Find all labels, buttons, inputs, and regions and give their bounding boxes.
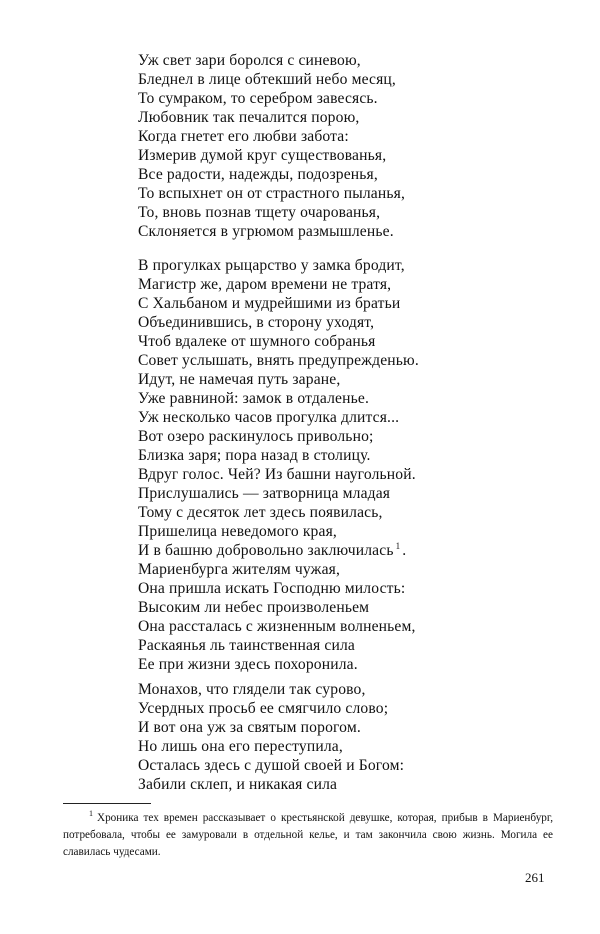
verse-line: Вот озеро раскинулось привольно; xyxy=(138,428,374,445)
verse-line: Но лишь она его переступила, xyxy=(138,738,343,755)
verse-line: Уже равниной: замок в отдаленье. xyxy=(138,390,369,407)
verse-line: И вот она уж за святым порогом. xyxy=(138,719,361,736)
verse-line: Все радости, надежды, подозренья, xyxy=(138,166,378,183)
footnote-text: Хроника тех времен рассказывает о крестьянской девушке, которая, прибыв в Мариенбург, потребовала, чтобы ее замуровали в отдельной келье, и там закончила свою жизнь. Могила ее славилась чудесами. xyxy=(63,812,553,858)
stanza-3 xyxy=(138,680,578,794)
verse-line: Совет услышать, внять предупрежденью. xyxy=(138,352,419,369)
footnote-marker[interactable]: 1 xyxy=(395,540,401,551)
verse-line-end-punct: . xyxy=(402,542,407,559)
verse-line: Высоким ли небес произволеньем xyxy=(138,599,370,616)
verse-line: Пришелица неведомого края, xyxy=(138,523,337,540)
verse-line: То, вновь познав тщету очарованья, xyxy=(138,204,381,221)
verse-line: В прогулках рыцарство у замка бродит, xyxy=(138,257,405,274)
verse-line-with-footnote xyxy=(138,541,578,560)
verse-line: Тому с десяток лет здесь появилась, xyxy=(138,504,383,521)
verse-line: Она рассталась с жизненным волненьем, xyxy=(138,618,416,635)
verse-line: Осталась здесь с душой своей и Богом: xyxy=(138,757,405,774)
verse-line: Усердных просьб ее смягчило слово; xyxy=(138,700,389,717)
page-number: 261 xyxy=(525,870,545,885)
verse-line: Монахов, что глядели так сурово, xyxy=(138,681,366,698)
verse-line: Вдруг голос. Чей? Из башни наугольной. xyxy=(138,466,416,483)
verse-line: Магистр же, даром времени не тратя, xyxy=(138,276,392,293)
verse-line: Близка заря; пора назад в столицу. xyxy=(138,447,371,464)
verse-line: То вспыхнет он от страстного пыланья, xyxy=(138,185,406,202)
verse-line: Она пришла искать Господню милость: xyxy=(138,580,406,597)
verse-line: Измерив думой круг существованья, xyxy=(138,147,387,164)
verse-line: Бледнел в лице обтекший небо месяц, xyxy=(138,71,396,88)
verse-line: Склоняется в угрюмом размышленье. xyxy=(138,223,394,240)
footnote xyxy=(63,810,553,861)
verse-line: Идут, не намечая путь заране, xyxy=(138,371,341,388)
verse-line: Чтоб вдалеке от шумного собранья xyxy=(138,333,376,350)
verse-line-text: И в башню добровольно заключилась xyxy=(138,542,394,559)
verse-line: Объединившись, в сторону уходят, xyxy=(138,314,375,331)
verse-line: Уж свет зари боролся с синевою, xyxy=(138,52,361,69)
verse-line: Забили склеп, и никакая сила xyxy=(138,776,338,793)
stanza-1 xyxy=(138,51,578,241)
verse-line: Уж несколько часов прогулка длится... xyxy=(138,409,400,426)
verse-line: То сумраком, то серебром завесясь. xyxy=(138,90,378,107)
verse-line: Ее при жизни здесь похоронила. xyxy=(138,656,358,673)
stanza-2 xyxy=(138,256,578,674)
verse-line: Когда гнетет его любви забота: xyxy=(138,128,349,145)
verse-line: Любовник так печалится порою, xyxy=(138,109,360,126)
verse-line: Раскаянья ль таинственная сила xyxy=(138,637,355,654)
footnote-number: 1 xyxy=(89,809,93,819)
footnote-divider xyxy=(63,803,151,804)
verse-line: Прислушались — затворница младая xyxy=(138,485,391,502)
verse-line: С Хальбаном и мудрейшими из братьи xyxy=(138,295,401,312)
verse-line: Мариенбурга жителям чужая, xyxy=(138,561,341,578)
